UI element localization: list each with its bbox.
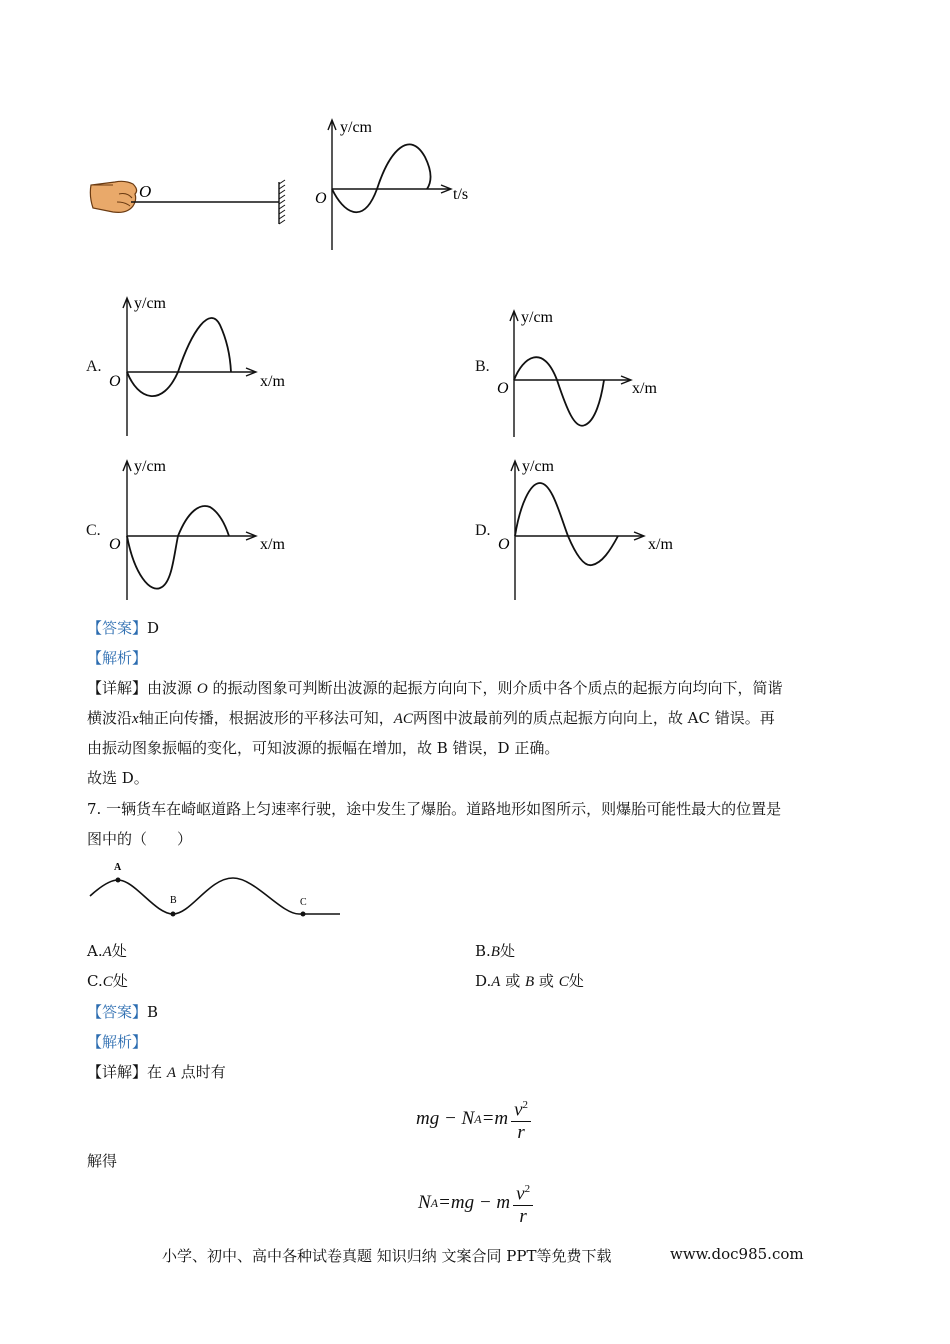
option-c-origin: O xyxy=(109,536,121,553)
q6-detail-line3: 由振动图象振幅的变化，可知波源的振幅在增加，故 B 错误，D 正确。 xyxy=(87,739,560,757)
option-c-letter: C. xyxy=(86,522,101,539)
q7-option-c[interactable]: C.C处 xyxy=(87,972,128,990)
top-origin: O xyxy=(315,190,327,207)
road-point-a: A xyxy=(114,862,122,873)
footer-link[interactable]: www.doc985.com xyxy=(670,1245,804,1263)
q6-answer-tag: 【答案】 xyxy=(87,619,148,637)
solve-label: 解得 xyxy=(87,1152,118,1170)
q7-answer-value: B xyxy=(147,1003,159,1021)
option-a-graph[interactable] xyxy=(100,290,300,440)
vibration-graph xyxy=(315,119,468,250)
option-d-x-label: x/m xyxy=(648,536,673,553)
q6-answer xyxy=(87,615,159,641)
q7-stem-line2: 图中的（ ） xyxy=(87,830,193,848)
top-t-label: t/s xyxy=(453,186,469,203)
top-figure xyxy=(85,112,485,254)
q7-detail-tag: 【详解】 xyxy=(87,1063,148,1081)
option-d-letter: D. xyxy=(475,522,491,539)
q6-detail-tag: 【详解】 xyxy=(87,679,148,697)
q7-analysis-tag: 【解析】 xyxy=(87,1033,148,1051)
source-label: O xyxy=(139,182,152,201)
option-a-letter: A. xyxy=(86,358,102,375)
option-b-origin: O xyxy=(497,380,509,397)
option-a-y-label: y/cm xyxy=(134,295,166,312)
road-point-c: C xyxy=(300,897,307,908)
q7-answer-tag: 【答案】 xyxy=(87,1003,148,1021)
hand-icon xyxy=(90,181,136,212)
road-figure xyxy=(85,858,345,924)
option-b-x-label: x/m xyxy=(632,380,657,397)
option-c-y-label: y/cm xyxy=(134,458,166,475)
top-y-label: y/cm xyxy=(340,119,372,136)
q7-option-d[interactable]: D.A 或 B 或 C处 xyxy=(475,972,584,990)
option-d-origin: O xyxy=(498,536,510,553)
q6-conclusion: 故选 D。 xyxy=(87,769,149,787)
option-d-y-label: y/cm xyxy=(522,458,554,475)
option-b-letter: B. xyxy=(475,358,490,375)
option-a-origin: O xyxy=(109,373,121,390)
option-d-graph[interactable] xyxy=(488,455,688,603)
q7-answer xyxy=(87,999,158,1025)
equation-1: mg − N A =m $v^2$ r xyxy=(416,1094,531,1144)
fraction-1: $v^2$ r xyxy=(511,1094,531,1144)
q6-answer-value: D xyxy=(147,619,160,637)
option-b-graph[interactable] xyxy=(487,305,687,440)
q6-detail-line1: 【详解】由波源 O 的振动图象可判断出波源的起振方向向下，则介质中各个质点的起振方向均向下，简谐 xyxy=(87,679,783,697)
road-point-b: B xyxy=(170,895,177,906)
q7-stem-line1: 7. 一辆货车在崎岖道路上匀速率行驶，途中发生了爆胎。道路地形如图所示，则爆胎可能性最大的位置是 xyxy=(87,800,782,818)
q7-detail: 【详解】在 A 点时有 xyxy=(87,1063,226,1081)
option-a-x-label: x/m xyxy=(260,373,285,390)
equation-2: N A =mg − m $v^2$ r xyxy=(418,1178,533,1228)
option-c-x-label: x/m xyxy=(260,536,285,553)
q6-analysis-tag: 【解析】 xyxy=(87,649,148,667)
option-c-graph[interactable] xyxy=(100,455,300,603)
footer-text: 小学、初中、高中各种试卷真题 知识归纳 文案合同 PPT等免费下载 xyxy=(162,1247,612,1265)
wall-hatch xyxy=(279,180,285,224)
q7-option-a[interactable]: A.A处 xyxy=(87,942,127,960)
fraction-2: $v^2$ r xyxy=(513,1178,533,1228)
q6-detail-line2: 横波沿x轴正向传播，根据波形的平移法可知，AC两图中波最前列的质点起振方向向上，故 AC 错误。再 xyxy=(87,709,775,727)
q7-option-b[interactable]: B.B处 xyxy=(475,942,515,960)
option-b-y-label: y/cm xyxy=(521,309,553,326)
